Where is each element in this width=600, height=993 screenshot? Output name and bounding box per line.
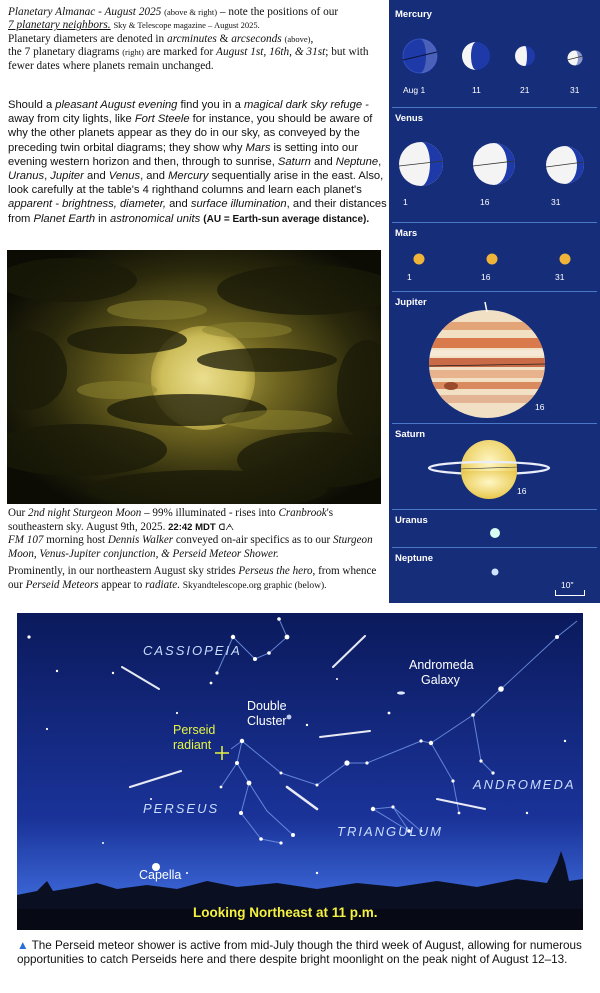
- t: Fort Steele: [134, 113, 190, 126]
- mercury-date-3: 21: [520, 85, 530, 95]
- mars-date-3: 31: [555, 272, 565, 282]
- mercury-phases: [389, 28, 600, 83]
- jupiter-date: 16: [535, 402, 545, 412]
- t: magical dark sky refuge: [243, 99, 363, 111]
- t: Saturn: [277, 155, 311, 168]
- text: Planetary diameters are denoted in: [8, 32, 168, 45]
- arcseconds: arcseconds: [231, 32, 282, 45]
- uranus-disk: [487, 525, 503, 541]
- mercury-title: Mercury: [395, 9, 432, 20]
- sky-map: [17, 613, 583, 930]
- caption-perseus: [8, 565, 386, 593]
- t: appear to: [98, 578, 146, 591]
- t: sequentially arise in the east. Also, look carefully at the table's 4 righthand columns and learn each planet's: [8, 170, 384, 197]
- perseid-sky-chart: [17, 613, 583, 930]
- t: conveyed on-air specifics as to our: [173, 534, 333, 547]
- label-double-cluster-2: Cluster: [247, 714, 287, 728]
- label-cassiopeia: CASSIOPEIA: [143, 643, 242, 658]
- almanac-title: Planetary Almanac - August 2025: [8, 6, 162, 18]
- t: Skyandtelescope.org graphic (below).: [182, 580, 327, 591]
- t: Our: [8, 507, 29, 519]
- intro-text: [8, 6, 386, 73]
- intro-line-4: [8, 46, 386, 59]
- label-perseid-2: radiant: [173, 738, 212, 752]
- venus-date-3: 31: [551, 197, 561, 207]
- t: Mars: [245, 141, 271, 154]
- t: FM 107: [8, 534, 44, 547]
- paragraph: [8, 98, 388, 227]
- t: Jupiter: [50, 170, 84, 183]
- label-andromeda: ANDROMEDA: [473, 777, 576, 792]
- label-triangulum: TRIANGULUM: [337, 824, 443, 839]
- au-note: (AU = Earth-sun average distance).: [203, 213, 370, 225]
- saturn-disk: [389, 435, 600, 505]
- text: the 7 planetary diagrams: [8, 46, 123, 59]
- venus-date-2: 16: [480, 197, 490, 207]
- t: ,: [378, 155, 382, 168]
- t: ,: [44, 170, 51, 183]
- intro-line-1: [8, 6, 386, 19]
- t: and: [165, 198, 191, 211]
- t: Prominently, in our northeastern August sky strides: [8, 565, 239, 578]
- divider: [392, 291, 597, 292]
- radio-icon: ᗡᗅ: [218, 521, 234, 532]
- label-perseid-1: Perseid: [173, 723, 216, 737]
- mercury-date-2: 11: [472, 85, 481, 95]
- divider: [392, 547, 597, 548]
- t: surface illumination: [190, 198, 287, 211]
- arcminutes: arcminutes: [167, 32, 217, 45]
- t: Planet Earth: [33, 212, 96, 225]
- note: (right): [122, 47, 144, 58]
- saturn-title: Saturn: [395, 429, 426, 440]
- dates: August 1st, 16th, & 31st: [216, 46, 326, 59]
- venus-phases: [389, 130, 600, 195]
- t: in: [95, 212, 110, 225]
- mars-date-2: 16: [481, 272, 491, 282]
- mars-date-1: 1: [407, 272, 412, 282]
- planetary-neighbors: 7 planetary neighbors.: [8, 19, 111, 32]
- label-double-cluster-1: Double: [247, 699, 287, 713]
- t: pleasant August evening: [55, 99, 178, 111]
- sky-footer: Looking Northeast at 11 p.m.: [193, 905, 378, 920]
- uranus-title: Uranus: [395, 515, 428, 526]
- text: are marked for: [143, 46, 217, 59]
- sky-caption: [17, 939, 583, 991]
- scale-bar: [555, 590, 585, 596]
- triangle-icon: ▲: [17, 939, 29, 952]
- moon-caption: [8, 507, 386, 598]
- t: , and their distances from: [8, 198, 387, 225]
- t: Sturgeon Moon, Venus-Jupiter conjunction, & Perseid Meteor Shower.: [8, 534, 373, 560]
- scale-label: 10": [561, 580, 574, 590]
- mars-1: [414, 254, 425, 265]
- divider: [392, 423, 597, 424]
- t: is setting into our evening western horizon and then, through to sunrise,: [8, 141, 359, 168]
- t: morning host: [43, 534, 108, 547]
- mars-title: Mars: [395, 228, 418, 239]
- note: (above): [284, 33, 311, 44]
- moon-image: [7, 250, 381, 504]
- sturgeon-moon-photo: [7, 250, 381, 504]
- text: – note the positions of our: [217, 6, 339, 18]
- intro-line-5: fewer dates where planets remain unchanged.: [8, 59, 214, 72]
- planet-diagram-panel: [389, 0, 600, 603]
- t: , and: [140, 170, 169, 183]
- mars-16: [487, 254, 498, 265]
- mercury-date-1: Aug 1: [403, 85, 426, 95]
- t: Cranbrook: [278, 507, 327, 519]
- mars-phases: [389, 246, 600, 272]
- t: 's southeastern sky. August 9th, 2025.: [8, 507, 334, 533]
- divider: [392, 107, 597, 108]
- venus-date-1: 1: [403, 197, 408, 207]
- mars-31: [560, 254, 571, 265]
- t: – 99% illuminated - rises into: [141, 507, 279, 519]
- jupiter-title: Jupiter: [395, 297, 427, 308]
- t: apparent - brightness, diameter,: [8, 198, 166, 211]
- divider: [392, 222, 597, 223]
- divider: [392, 509, 597, 510]
- t: Venus: [108, 170, 141, 183]
- t: Perseus the hero: [238, 565, 313, 578]
- intro-line-2: [8, 19, 386, 32]
- t: 2nd night Sturgeon Moon: [28, 507, 142, 519]
- time: 22:42 MDT: [168, 521, 216, 533]
- source: Sky & Telescope magazine – August 2025.: [113, 20, 260, 31]
- t: Perseid Meteors: [25, 578, 99, 591]
- label-andromeda-galaxy-1: Andromeda: [409, 658, 474, 672]
- t: Dennis Walker: [107, 534, 174, 547]
- label-andromeda-galaxy-2: Galaxy: [421, 673, 460, 687]
- label-capella: Capella: [139, 868, 182, 882]
- note: (above & right): [164, 7, 218, 17]
- mercury-date-4: 31: [570, 85, 580, 95]
- t: Neptune: [335, 155, 379, 168]
- t: Mercury: [168, 170, 209, 183]
- neptune-title: Neptune: [395, 553, 433, 564]
- t: - away from city lights, like: [8, 99, 369, 126]
- t: find you in a: [177, 99, 244, 111]
- t: , from whence our: [8, 565, 377, 591]
- t: and: [310, 155, 336, 168]
- venus-title: Venus: [395, 113, 423, 124]
- t: .: [177, 578, 183, 591]
- label-perseus: PERSEUS: [143, 801, 220, 816]
- t: Should a: [8, 99, 56, 111]
- saturn-date: 16: [517, 486, 527, 496]
- t: astronomical units: [110, 212, 201, 225]
- neptune-disk: [488, 565, 502, 579]
- intro-line-3: Planetary diameters are denoted in arcminutes & arcseconds (above),: [8, 32, 314, 45]
- caption-moon: [8, 507, 386, 561]
- t: and: [83, 170, 109, 183]
- text: &: [216, 32, 232, 45]
- jupiter-disk: [389, 300, 600, 420]
- t: for instance, you should be aware of why the other planets appear as they do in our sky, as conveyed by the preceding twin orbital diagrams; they show why: [8, 113, 373, 154]
- dark-sky-paragraph: [8, 98, 388, 227]
- t: Uranus: [8, 170, 45, 183]
- sky-caption-text: The Perseid meteor shower is active from mid-July though the third week of August, allowing for numerous opportunities to catch Perseids here and there despite bright moonlight on the peak night of August 12–13.: [17, 939, 582, 967]
- t: radiate: [145, 578, 178, 591]
- text: ; but with: [325, 46, 369, 59]
